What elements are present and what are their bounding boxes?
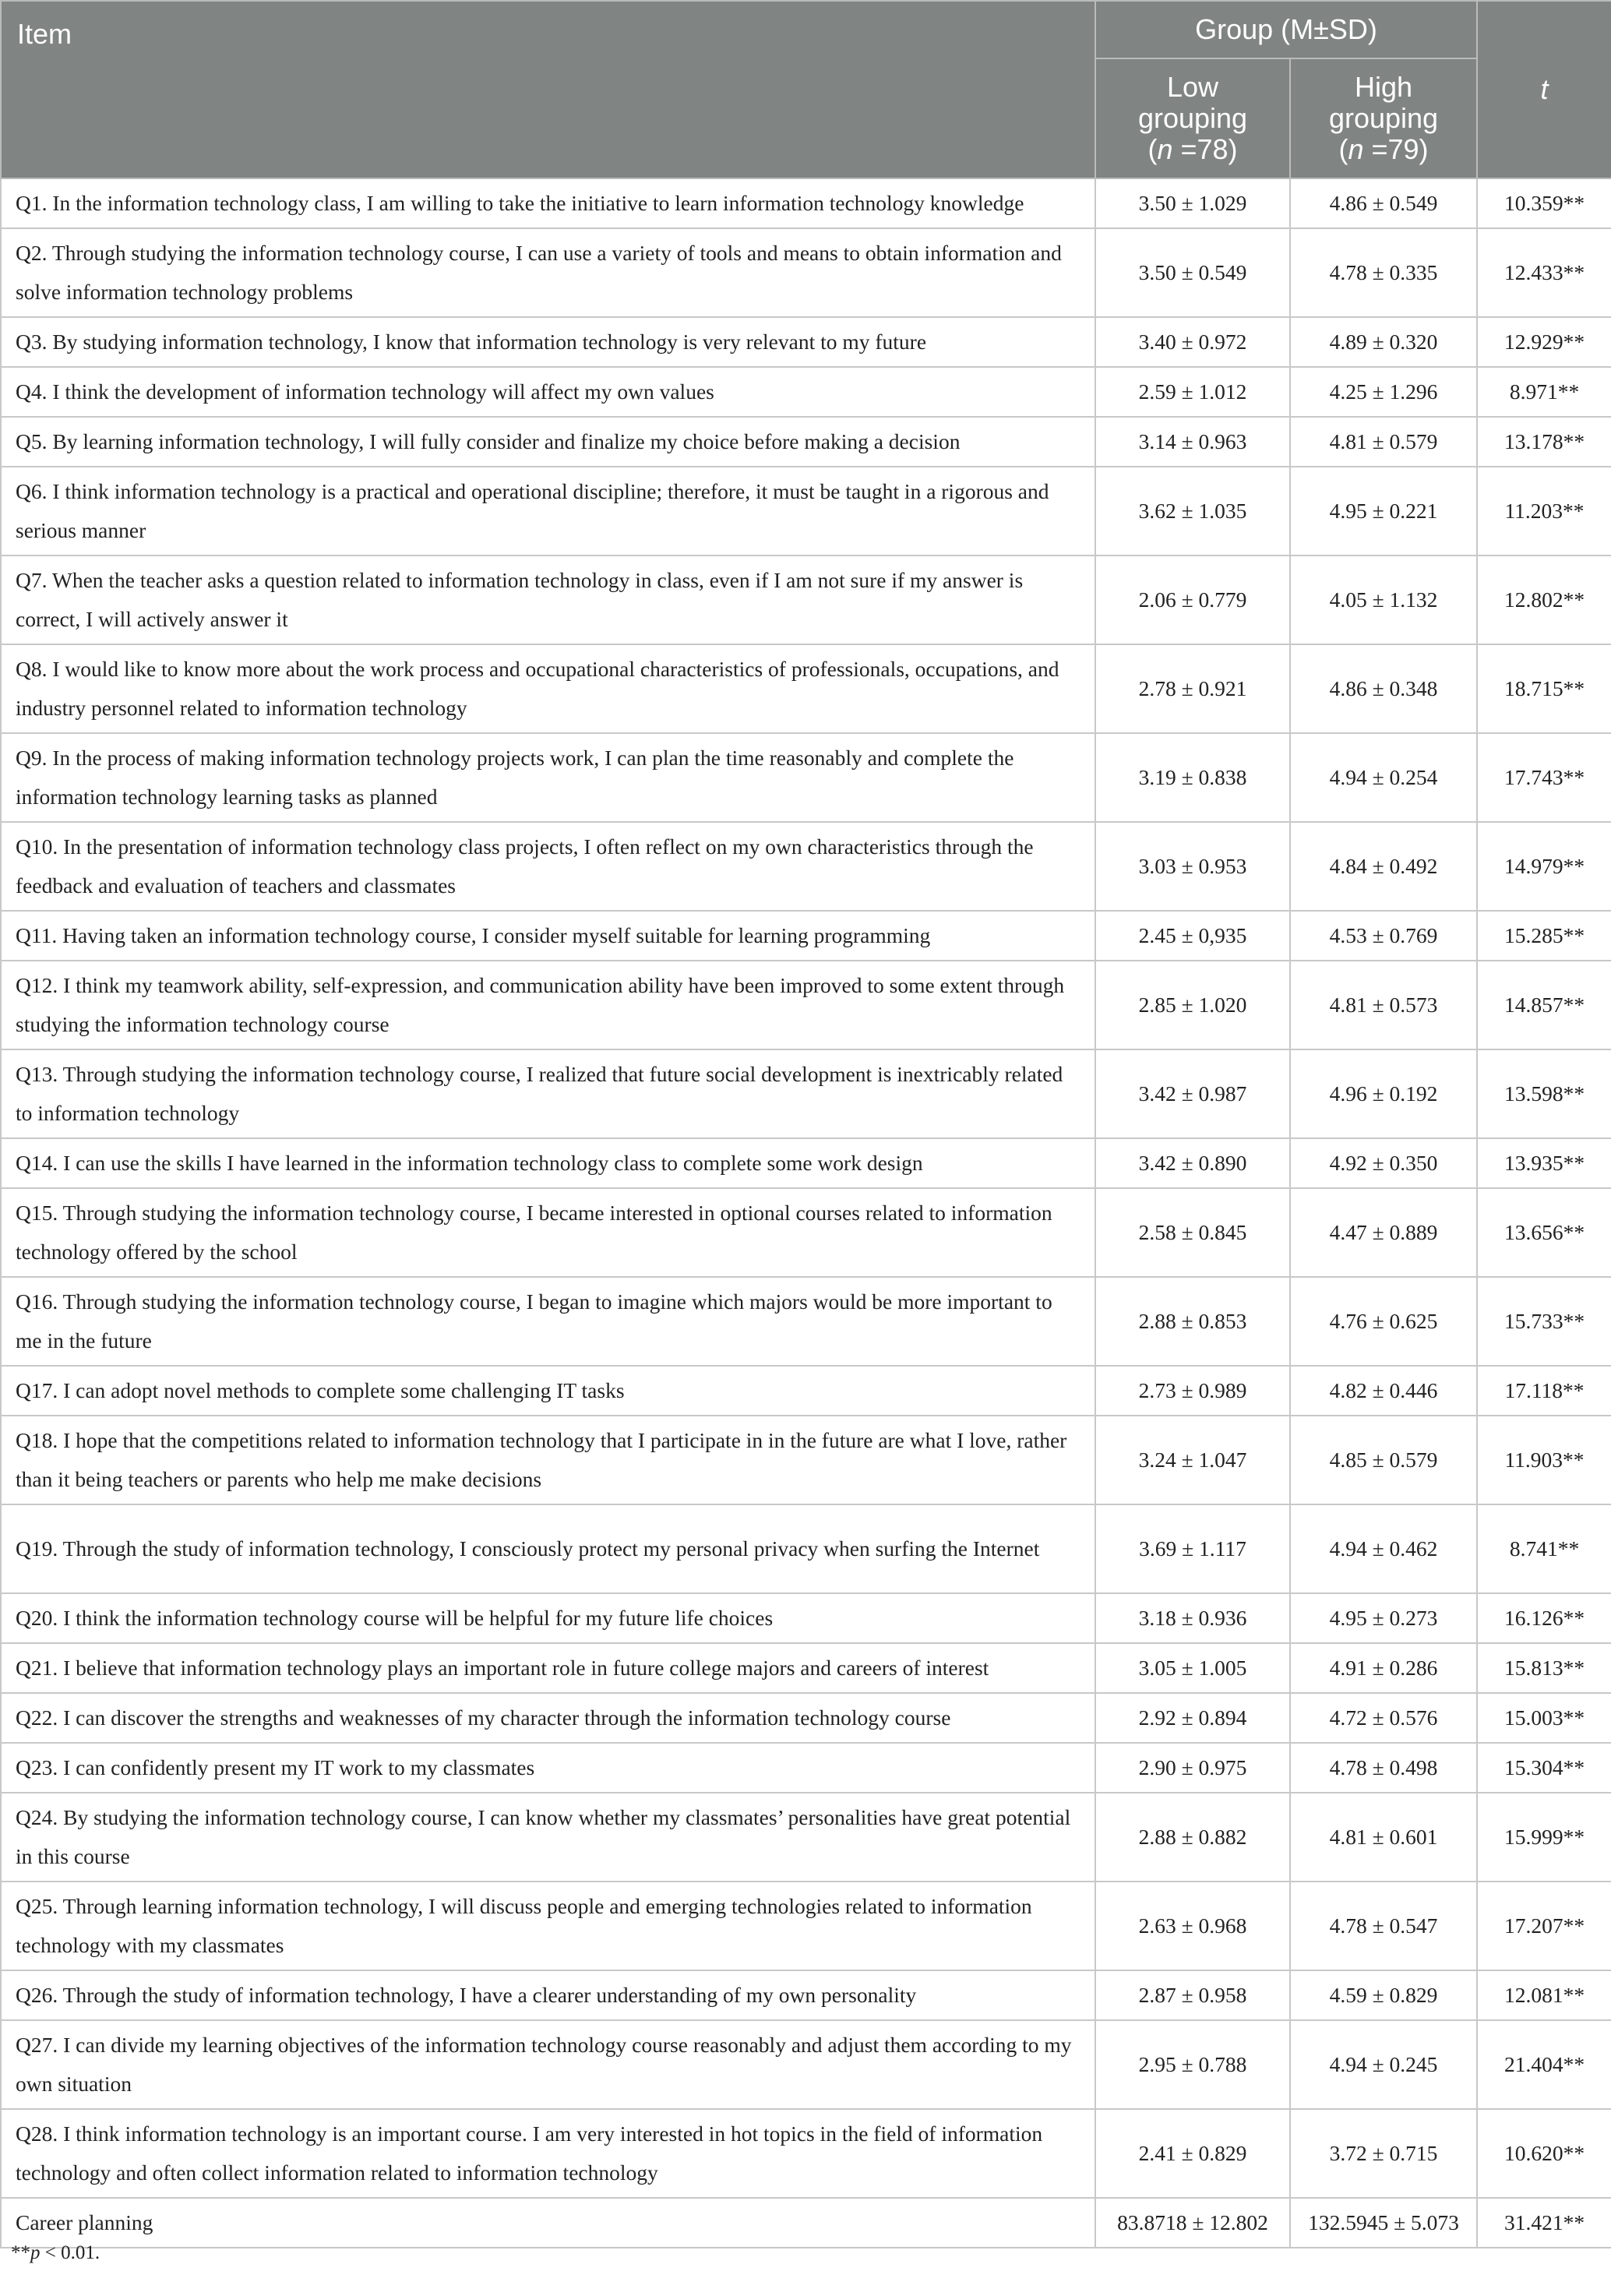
row-high-grouping-cell: 4.81 ± 0.573 (1290, 961, 1477, 1049)
table-row (1, 1743, 1611, 1793)
table-row (1, 1188, 1611, 1277)
row-t-value-cell: 12.081** (1477, 1970, 1611, 2020)
row-low-grouping-cell: 83.8718 ± 12.802 (1095, 2198, 1290, 2248)
header-low-line2: grouping (1137, 102, 1248, 134)
table-row (1, 961, 1611, 1049)
footnote-rest: < 0.01. (40, 2242, 100, 2263)
row-high-grouping-cell: 4.78 ± 0.547 (1290, 1882, 1477, 1970)
row-low-grouping-cell: 2.58 ± 0.845 (1095, 1188, 1290, 1277)
header-low-line1: Low (1166, 71, 1219, 103)
row-item-cell: Q21. I believe that information technology plays an important role in future college majors and careers of interest (1, 1643, 1095, 1693)
table-row (1, 467, 1611, 555)
row-item-cell: Q14. I can use the skills I have learned in the information technology class to complete some work design (1, 1138, 1095, 1188)
table-row (1, 911, 1611, 961)
row-high-grouping-cell: 4.95 ± 0.221 (1290, 467, 1477, 555)
header-high-grouping (1290, 58, 1477, 178)
row-t-value-cell: 21.404** (1477, 2020, 1611, 2109)
row-item-cell: Q7. When the teacher asks a question related to information technology in class, even if I am not sure if my answer is correct, I will actively answer it (1, 555, 1095, 644)
header-low-n-prefix: ( (1147, 133, 1158, 165)
table-row (1, 1049, 1611, 1138)
row-high-grouping-cell: 4.86 ± 0.549 (1290, 178, 1477, 228)
header-item: Item (1, 1, 1095, 178)
row-item-cell: Q1. In the information technology class, I am willing to take the initiative to learn information technology knowledge (1, 178, 1095, 228)
header-high-line1: High (1354, 71, 1413, 103)
row-t-value-cell: 12.433** (1477, 228, 1611, 317)
row-t-value-cell: 8.741** (1477, 1504, 1611, 1593)
row-t-value-cell: 15.003** (1477, 1693, 1611, 1743)
table-row (1, 1138, 1611, 1188)
row-high-grouping-cell: 4.89 ± 0.320 (1290, 317, 1477, 367)
table-row (1, 228, 1611, 317)
table-body (1, 178, 1611, 2248)
row-t-value-cell: 13.656** (1477, 1188, 1611, 1277)
row-t-value-cell: 12.929** (1477, 317, 1611, 367)
row-t-value-cell: 31.421** (1477, 2198, 1611, 2248)
row-low-grouping-cell: 3.19 ± 0.838 (1095, 733, 1290, 822)
table-row (1, 1593, 1611, 1643)
row-high-grouping-cell: 4.78 ± 0.335 (1290, 228, 1477, 317)
table-row (1, 367, 1611, 417)
row-low-grouping-cell: 3.18 ± 0.936 (1095, 1593, 1290, 1643)
table-header (1, 1, 1611, 178)
row-t-value-cell: 17.207** (1477, 1882, 1611, 1970)
row-t-value-cell: 12.802** (1477, 555, 1611, 644)
row-low-grouping-cell: 2.63 ± 0.968 (1095, 1882, 1290, 1970)
row-item-cell: Q9. In the process of making information technology projects work, I can plan the time reasonably and complete the information technology learning tasks as planned (1, 733, 1095, 822)
row-t-value-cell: 10.359** (1477, 178, 1611, 228)
table-row (1, 178, 1611, 228)
row-t-value-cell: 15.733** (1477, 1277, 1611, 1366)
row-item-cell: Q8. I would like to know more about the work process and occupational characteristics of professionals, occupations, and industry personnel related to information technology (1, 644, 1095, 733)
row-low-grouping-cell: 2.41 ± 0.829 (1095, 2109, 1290, 2198)
row-low-grouping-cell: 3.05 ± 1.005 (1095, 1643, 1290, 1693)
row-high-grouping-cell: 4.82 ± 0.446 (1290, 1366, 1477, 1416)
header-high-n-var: n (1348, 133, 1364, 165)
row-low-grouping-cell: 2.90 ± 0.975 (1095, 1743, 1290, 1793)
row-low-grouping-cell: 3.42 ± 0.987 (1095, 1049, 1290, 1138)
row-item-cell: Q10. In the presentation of information technology class projects, I often reflect on my own characteristics through the feedback and evaluation of teachers and classmates (1, 822, 1095, 911)
row-low-grouping-cell: 2.88 ± 0.853 (1095, 1277, 1290, 1366)
row-item-cell: Q12. I think my teamwork ability, self-expression, and communication ability have been improved to some extent through studying the information technology course (1, 961, 1095, 1049)
row-high-grouping-cell: 4.96 ± 0.192 (1290, 1049, 1477, 1138)
row-item-cell: Q5. By learning information technology, I will fully consider and finalize my choice before making a decision (1, 417, 1095, 467)
row-high-grouping-cell: 4.76 ± 0.625 (1290, 1277, 1477, 1366)
table-row (1, 1643, 1611, 1693)
row-item-cell: Q13. Through studying the information technology course, I realized that future social development is inextricably related to information technology (1, 1049, 1095, 1138)
header-high-n-rest: =79) (1363, 133, 1429, 165)
row-t-value-cell: 18.715** (1477, 644, 1611, 733)
table-row (1, 317, 1611, 367)
row-item-cell: Q3. By studying information technology, I know that information technology is very relevant to my future (1, 317, 1095, 367)
row-item-cell: Q20. I think the information technology course will be helpful for my future life choices (1, 1593, 1095, 1643)
row-item-cell: Q11. Having taken an information technology course, I consider myself suitable for learning programming (1, 911, 1095, 961)
row-high-grouping-cell: 4.92 ± 0.350 (1290, 1138, 1477, 1188)
row-high-grouping-cell: 4.81 ± 0.579 (1290, 417, 1477, 467)
row-t-value-cell: 14.979** (1477, 822, 1611, 911)
header-t: t (1477, 1, 1611, 178)
row-low-grouping-cell: 3.24 ± 1.047 (1095, 1416, 1290, 1504)
header-low-grouping (1095, 58, 1290, 178)
table-row (1, 555, 1611, 644)
table-row (1, 644, 1611, 733)
row-item-cell: Q17. I can adopt novel methods to complete some challenging IT tasks (1, 1366, 1095, 1416)
row-low-grouping-cell: 2.95 ± 0.788 (1095, 2020, 1290, 2109)
table-row (1, 1504, 1611, 1593)
row-t-value-cell: 13.935** (1477, 1138, 1611, 1188)
header-low-n-rest: =78) (1172, 133, 1238, 165)
row-low-grouping-cell: 2.85 ± 1.020 (1095, 961, 1290, 1049)
row-high-grouping-cell: 132.5945 ± 5.073 (1290, 2198, 1477, 2248)
row-t-value-cell: 8.971** (1477, 367, 1611, 417)
row-item-cell: Q25. Through learning information technology, I will discuss people and emerging technologies related to information technology with my classmates (1, 1882, 1095, 1970)
row-low-grouping-cell: 3.03 ± 0.953 (1095, 822, 1290, 911)
row-t-value-cell: 15.304** (1477, 1743, 1611, 1793)
header-low-n-var: n (1157, 133, 1173, 165)
row-high-grouping-cell: 4.86 ± 0.348 (1290, 644, 1477, 733)
table-footnote (11, 2242, 100, 2264)
table-row (1, 822, 1611, 911)
row-t-value-cell: 17.118** (1477, 1366, 1611, 1416)
row-item-cell: Q22. I can discover the strengths and weaknesses of my character through the information technology course (1, 1693, 1095, 1743)
row-high-grouping-cell: 4.25 ± 1.296 (1290, 367, 1477, 417)
row-low-grouping-cell: 2.59 ± 1.012 (1095, 367, 1290, 417)
row-low-grouping-cell: 2.92 ± 0.894 (1095, 1693, 1290, 1743)
row-high-grouping-cell: 4.94 ± 0.254 (1290, 733, 1477, 822)
table-row (1, 1970, 1611, 2020)
row-low-grouping-cell: 3.50 ± 1.029 (1095, 178, 1290, 228)
row-t-value-cell: 11.903** (1477, 1416, 1611, 1504)
row-high-grouping-cell: 4.47 ± 0.889 (1290, 1188, 1477, 1277)
footnote-var: p (30, 2242, 41, 2263)
row-high-grouping-cell: 4.72 ± 0.576 (1290, 1693, 1477, 1743)
table-row (1, 733, 1611, 822)
table-row (1, 1693, 1611, 1743)
table-row (1, 1793, 1611, 1882)
row-low-grouping-cell: 2.78 ± 0.921 (1095, 644, 1290, 733)
table-row (1, 1277, 1611, 1366)
row-t-value-cell: 15.285** (1477, 911, 1611, 961)
row-item-cell: Q16. Through studying the information technology course, I began to imagine which majors would be more important to me in the future (1, 1277, 1095, 1366)
row-high-grouping-cell: 4.78 ± 0.498 (1290, 1743, 1477, 1793)
row-item-cell: Q18. I hope that the competitions related to information technology that I participate in in the future are what I love, rather than it being teachers or parents who help me make decisions (1, 1416, 1095, 1504)
row-high-grouping-cell: 4.59 ± 0.829 (1290, 1970, 1477, 2020)
row-low-grouping-cell: 3.50 ± 0.549 (1095, 228, 1290, 317)
row-item-cell: Q27. I can divide my learning objectives of the information technology course reasonably and adjust them according to my own situation (1, 2020, 1095, 2109)
row-item-cell: Q15. Through studying the information technology course, I became interested in optional courses related to information technology offered by the school (1, 1188, 1095, 1277)
footnote-stars: ** (11, 2242, 30, 2263)
row-t-value-cell: 15.999** (1477, 1793, 1611, 1882)
row-high-grouping-cell: 4.85 ± 0.579 (1290, 1416, 1477, 1504)
row-high-grouping-cell: 4.81 ± 0.601 (1290, 1793, 1477, 1882)
row-high-grouping-cell: 4.94 ± 0.245 (1290, 2020, 1477, 2109)
row-low-grouping-cell: 3.62 ± 1.035 (1095, 467, 1290, 555)
row-item-cell: Q24. By studying the information technology course, I can know whether my classmates’ personalities have great potential in this course (1, 1793, 1095, 1882)
row-t-value-cell: 11.203** (1477, 467, 1611, 555)
row-item-cell: Q28. I think information technology is an important course. I am very interested in hot topics in the field of information technology and often collect information related to information technology (1, 2109, 1095, 2198)
row-low-grouping-cell: 2.45 ± 0,935 (1095, 911, 1290, 961)
row-item-cell: Q4. I think the development of information technology will affect my own values (1, 367, 1095, 417)
row-item-cell: Q26. Through the study of information technology, I have a clearer understanding of my own personality (1, 1970, 1095, 2020)
row-item-cell: Q23. I can confidently present my IT work to my classmates (1, 1743, 1095, 1793)
row-low-grouping-cell: 2.88 ± 0.882 (1095, 1793, 1290, 1882)
row-item-cell: Q2. Through studying the information technology course, I can use a variety of tools and means to obtain information and solve information technology problems (1, 228, 1095, 317)
row-high-grouping-cell: 3.72 ± 0.715 (1290, 2109, 1477, 2198)
row-t-value-cell: 13.178** (1477, 417, 1611, 467)
row-low-grouping-cell: 2.87 ± 0.958 (1095, 1970, 1290, 2020)
row-low-grouping-cell: 3.14 ± 0.963 (1095, 417, 1290, 467)
row-low-grouping-cell: 3.69 ± 1.117 (1095, 1504, 1290, 1593)
row-high-grouping-cell: 4.05 ± 1.132 (1290, 555, 1477, 644)
table-row (1, 2198, 1611, 2248)
row-item-cell: Q19. Through the study of information technology, I consciously protect my personal privacy when surfing the Internet (1, 1504, 1095, 1593)
table-row (1, 1416, 1611, 1504)
row-low-grouping-cell: 3.40 ± 0.972 (1095, 317, 1290, 367)
table-row (1, 1366, 1611, 1416)
header-group: Group (M±SD) (1095, 1, 1477, 58)
table-row (1, 417, 1611, 467)
table-row (1, 1882, 1611, 1970)
row-high-grouping-cell: 4.94 ± 0.462 (1290, 1504, 1477, 1593)
header-high-n-prefix: ( (1338, 133, 1348, 165)
row-high-grouping-cell: 4.95 ± 0.273 (1290, 1593, 1477, 1643)
row-high-grouping-cell: 4.91 ± 0.286 (1290, 1643, 1477, 1693)
row-t-value-cell: 10.620** (1477, 2109, 1611, 2198)
table-row (1, 2020, 1611, 2109)
row-low-grouping-cell: 2.06 ± 0.779 (1095, 555, 1290, 644)
row-high-grouping-cell: 4.53 ± 0.769 (1290, 911, 1477, 961)
row-high-grouping-cell: 4.84 ± 0.492 (1290, 822, 1477, 911)
row-t-value-cell: 16.126** (1477, 1593, 1611, 1643)
row-t-value-cell: 15.813** (1477, 1643, 1611, 1693)
row-t-value-cell: 17.743** (1477, 733, 1611, 822)
row-t-value-cell: 14.857** (1477, 961, 1611, 1049)
header-high-line2: grouping (1328, 102, 1439, 134)
row-item-cell: Q6. I think information technology is a practical and operational discipline; therefore, it must be taught in a rigorous and serious manner (1, 467, 1095, 555)
row-low-grouping-cell: 3.42 ± 0.890 (1095, 1138, 1290, 1188)
row-item-cell: Career planning (1, 2198, 1095, 2248)
row-t-value-cell: 13.598** (1477, 1049, 1611, 1138)
row-low-grouping-cell: 2.73 ± 0.989 (1095, 1366, 1290, 1416)
table-row (1, 2109, 1611, 2198)
